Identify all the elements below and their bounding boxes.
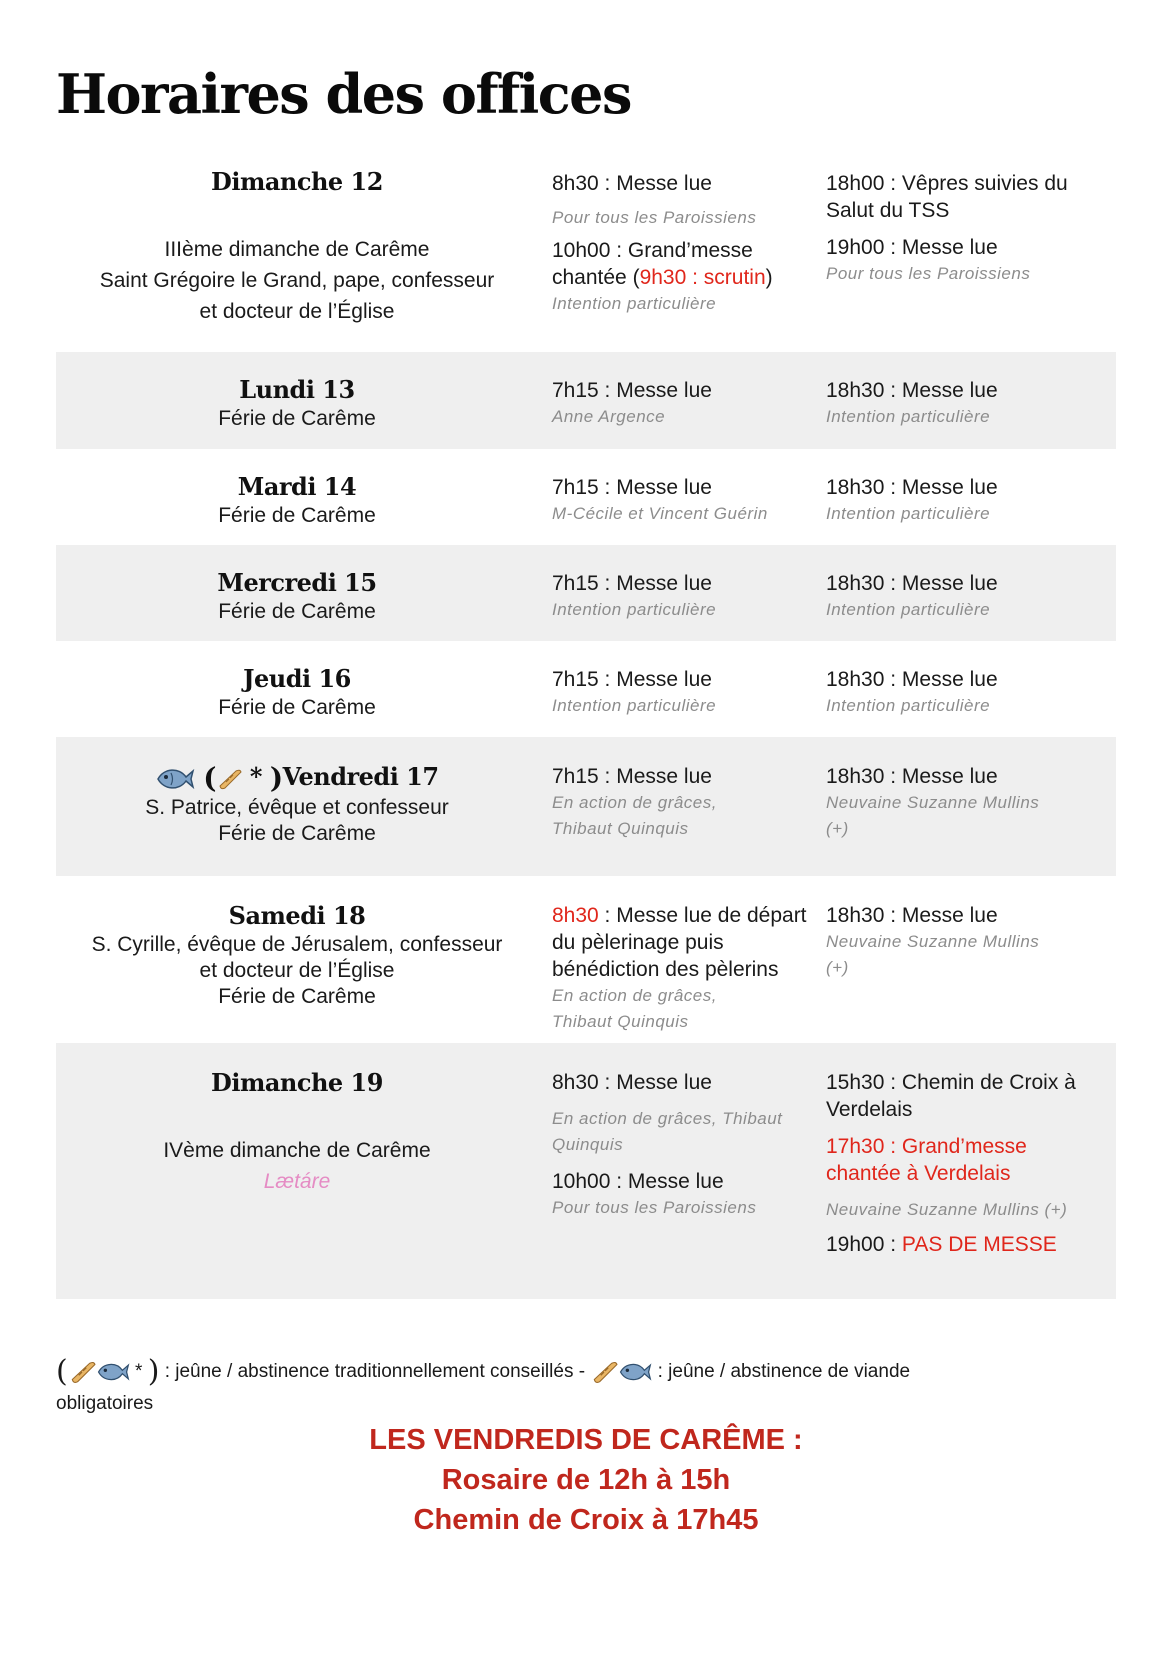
mass-intention: M-Cécile et Vincent Guérin — [552, 504, 768, 523]
no-mass-note: PAS DE MESSE — [901, 1233, 1057, 1256]
mass-intention: Intention particulière — [826, 696, 991, 715]
table-row — [56, 352, 1116, 449]
table-row — [56, 1043, 1116, 1299]
day-name: ( * )Vendredi 17 — [56, 761, 538, 795]
notice-line: Chemin de Croix à 17h45 — [413, 1504, 759, 1536]
mass-intention: En action de grâces, — [552, 793, 717, 812]
asterisk-mark: * — [249, 762, 262, 791]
mass-intention: Pour tous les Paroissiens — [552, 208, 757, 227]
mass-entry-cont: chantée (9h30 : scrutin) — [552, 266, 773, 289]
mass-intention: (+) — [826, 958, 849, 977]
mass-entry: 7h15 : Messe lue — [552, 476, 712, 499]
mass-intention: Intention particulière — [826, 504, 991, 523]
day-subtitle: Férie de Carême — [218, 407, 376, 430]
mass-intention: Thibaut Quinquis — [552, 1012, 689, 1031]
day-feast: S. Patrice, évêque et confesseur — [145, 795, 449, 819]
lent-fridays-notice — [56, 1420, 1116, 1540]
asterisk-mark: * — [135, 1361, 143, 1383]
day-feast: Saint Grégoire le Grand, pape, confesseur — [99, 269, 495, 292]
mass-intention: Neuvaine Suzanne Mullins (+) — [826, 1200, 1068, 1219]
page-title: Horaires des offices — [56, 62, 631, 126]
mass-intention: En action de grâces, — [552, 986, 717, 1005]
mass-entry: 18h30 : Messe lue — [826, 379, 998, 402]
day-subtitle: Férie de Carême — [218, 821, 376, 845]
mass-entry: 18h30 : Messe lue — [826, 765, 998, 788]
mass-intention: Neuvaine Suzanne Mullins — [826, 932, 1040, 951]
day-subtitle: IIIème dimanche de Carême — [164, 238, 430, 261]
mass-entry: 7h15 : Messe lue — [552, 668, 712, 691]
mass-entry: 17h30 : Grand’messe — [826, 1135, 1027, 1158]
mass-entry-cont: Salut du TSS — [826, 199, 950, 222]
bread-icon — [590, 1360, 618, 1384]
table-row — [56, 449, 1116, 545]
mass-intention: Intention particulière — [552, 600, 717, 619]
day-name: Dimanche 12 — [211, 167, 383, 196]
mass-intention: En action de grâces, Thibaut — [552, 1109, 783, 1128]
legend-text: : jeûne / abstinence traditionnellement conseillés - — [164, 1361, 586, 1383]
mass-entry: 19h00 : Messe lue — [826, 236, 998, 259]
day-subtitle: Férie de Carême — [218, 985, 376, 1008]
mass-entry-cont: Verdelais — [826, 1098, 913, 1121]
mass-entry: 18h30 : Messe lue — [826, 904, 998, 927]
mass-entry-cont: chantée à Verdelais — [826, 1162, 1011, 1185]
schedule-table — [56, 160, 1116, 1299]
day-feast: et docteur de l’Église — [199, 959, 395, 982]
mass-entry: 18h30 : Messe lue — [826, 572, 998, 595]
fasting-legend: ( * ) : jeûne / abstinence traditionnellement conseillés - : jeûne / abstinence de viande obligatoires — [56, 1354, 911, 1415]
table-row — [56, 876, 1116, 1043]
table-row — [56, 160, 1116, 352]
bread-icon — [216, 768, 242, 790]
day-name: Samedi 18 — [228, 901, 366, 930]
mass-entry: 7h15 : Messe lue — [552, 572, 712, 595]
table-row — [56, 545, 1116, 641]
day-feast: S. Cyrille, évêque de Jérusalem, confesseur — [91, 933, 503, 956]
day-subtitle: Férie de Carême — [218, 696, 376, 719]
table-row — [56, 641, 1116, 737]
bread-icon — [68, 1360, 96, 1384]
mass-intention: (+) — [826, 819, 849, 838]
table-row — [56, 737, 1116, 876]
mass-entry: 18h30 : Messe lue — [826, 476, 998, 499]
mass-intention: Intention particulière — [826, 407, 991, 426]
day-subtitle: Férie de Carême — [218, 600, 376, 623]
mass-entry: 10h00 : Messe lue — [552, 1170, 724, 1193]
mass-intention: Thibaut Quinquis — [552, 819, 689, 838]
mass-intention: Pour tous les Paroissiens — [826, 264, 1031, 283]
legend-text: : jeûne / abstinence de viande — [657, 1361, 911, 1383]
day-feast: et docteur de l’Église — [199, 300, 395, 323]
day-name: Mercredi 15 — [217, 568, 377, 597]
laetare-label: Lætáre — [263, 1170, 331, 1193]
mass-intention: Pour tous les Paroissiens — [552, 1198, 757, 1217]
mass-entry: 18h00 : Vêpres suivies du — [826, 172, 1068, 195]
mass-entry-cont: bénédiction des pèlerins — [552, 958, 779, 981]
fish-icon — [618, 1360, 652, 1384]
day-subtitle: IVème dimanche de Carême — [163, 1139, 431, 1162]
day-name: Jeudi 16 — [243, 664, 351, 693]
mass-intention: Anne Argence — [552, 407, 666, 426]
mass-entry: 18h30 : Messe lue — [826, 668, 998, 691]
mass-entry: 8h30 : Messe lue de départ — [552, 904, 807, 927]
mass-entry: 7h15 : Messe lue — [552, 379, 712, 402]
legend-text: obligatoires — [56, 1393, 154, 1415]
scrutin-note: 9h30 : scrutin — [639, 266, 766, 289]
fish-icon — [96, 1360, 130, 1384]
mass-intention: Intention particulière — [826, 600, 991, 619]
mass-entry: 15h30 : Chemin de Croix à — [826, 1071, 1076, 1094]
mass-intention: Quinquis — [552, 1135, 624, 1154]
mass-intention: Neuvaine Suzanne Mullins — [826, 793, 1040, 812]
day-name: Mardi 14 — [237, 472, 357, 501]
notice-line: LES VENDREDIS DE CARÊME : — [369, 1424, 803, 1456]
mass-entry: 8h30 : Messe lue — [552, 1071, 712, 1094]
mass-entry: 10h00 : Grand’messe — [552, 239, 753, 262]
mass-intention: Intention particulière — [552, 696, 717, 715]
mass-entry-cont: du pèlerinage puis — [552, 931, 724, 954]
notice-line: Rosaire de 12h à 15h — [441, 1464, 731, 1496]
fish-icon — [155, 765, 195, 793]
day-name: Lundi 13 — [239, 375, 355, 404]
mass-entry: 8h30 : Messe lue — [552, 172, 712, 195]
mass-entry: 19h00 : PAS DE MESSE — [826, 1233, 1057, 1256]
day-subtitle: Férie de Carême — [218, 504, 376, 527]
mass-intention: Intention particulière — [552, 294, 717, 313]
mass-entry: 7h15 : Messe lue — [552, 765, 712, 788]
day-name: Dimanche 19 — [211, 1068, 383, 1097]
